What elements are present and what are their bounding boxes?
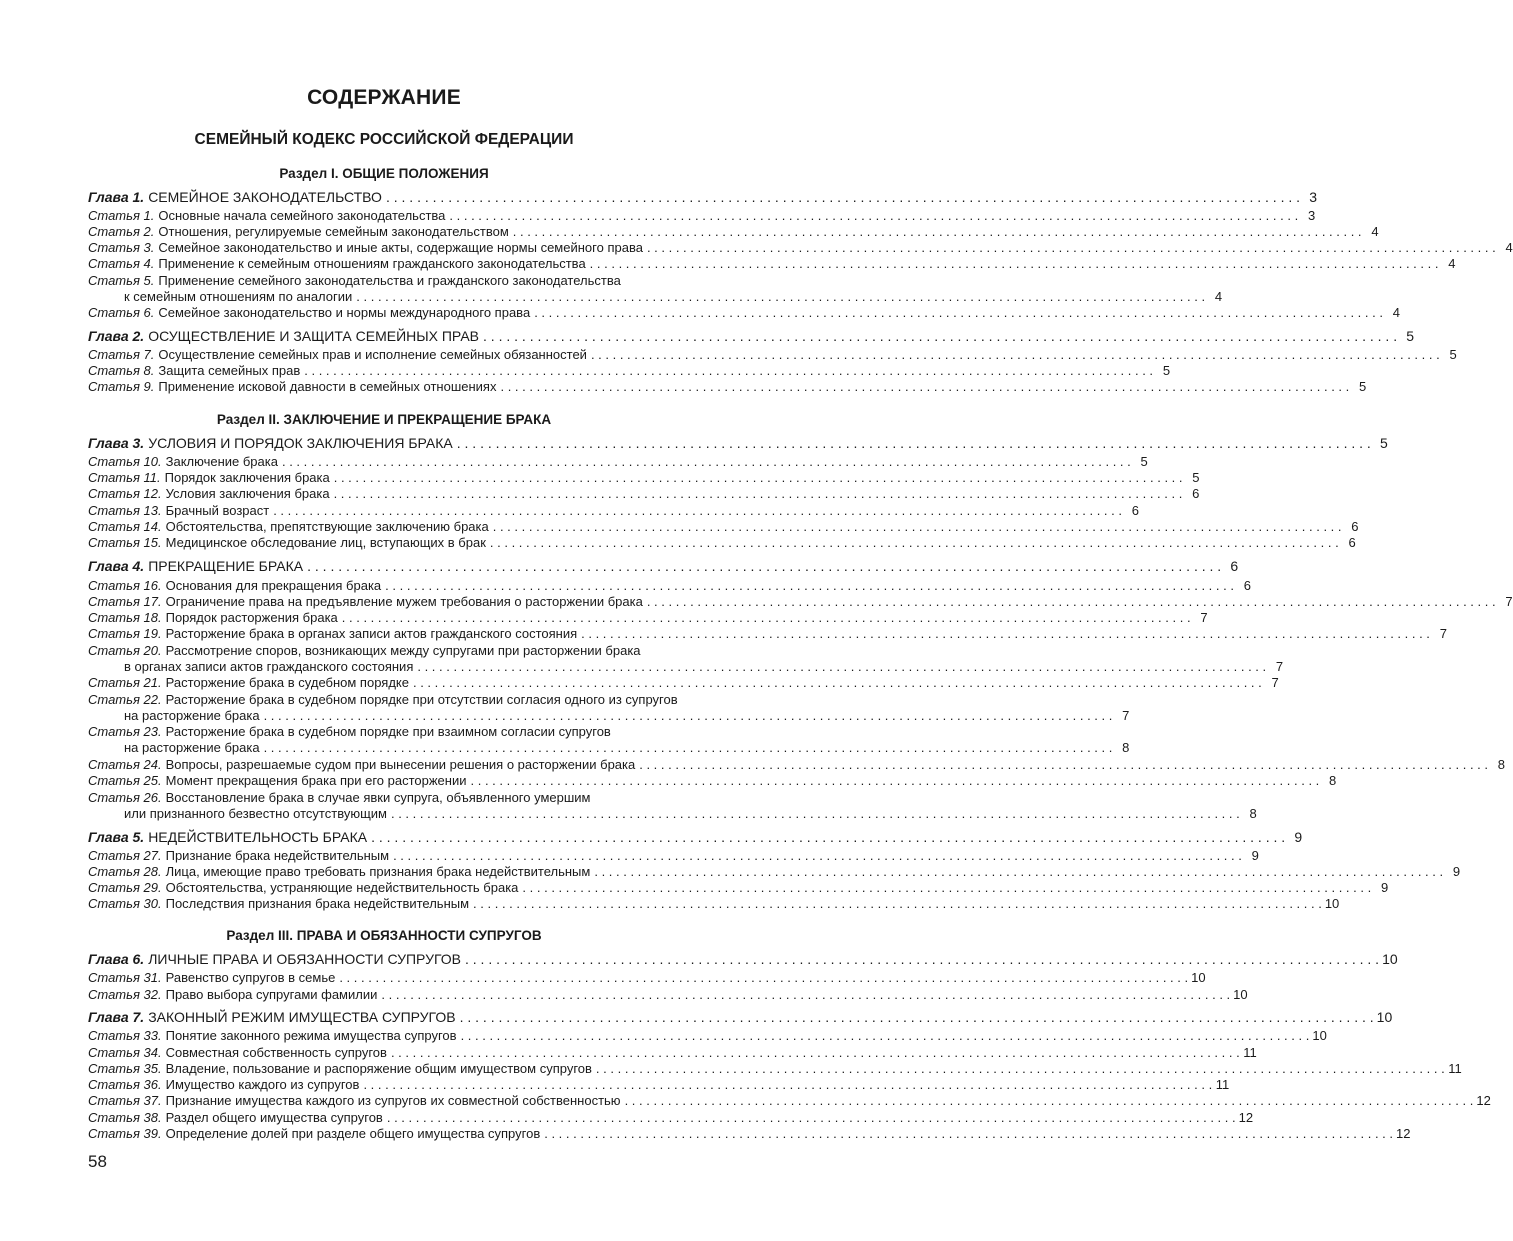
toc-article[interactable] xyxy=(88,363,1171,379)
toc-article[interactable] xyxy=(88,896,1340,912)
leader-dots xyxy=(264,740,1113,756)
entry-title-continuation: в органах записи актов гражданского состояния xyxy=(124,659,414,674)
leader-dots xyxy=(342,610,1191,626)
entry-title: Порядок заключения брака xyxy=(164,470,330,485)
page-ref: 7 xyxy=(1439,626,1447,641)
entry-title: Раздел общего имущества супругов xyxy=(165,1110,383,1125)
article-number: Статья 25. xyxy=(88,773,162,788)
page-ref: 7 xyxy=(1505,594,1513,609)
page-ref: 10 xyxy=(1191,970,1206,985)
toc-article[interactable] xyxy=(88,970,1206,986)
page-ref: 10 xyxy=(1324,896,1340,911)
entry-title: Осуществление семейных прав и исполнение семейных обязанностей xyxy=(158,347,587,362)
entry-title: Защита семейных прав xyxy=(158,363,301,378)
toc-article-first-line[interactable] xyxy=(88,273,709,289)
page-ref: 10 xyxy=(1233,987,1248,1002)
entry-title: Основания для прекращения брака xyxy=(165,578,382,593)
leader-dots xyxy=(363,1077,1212,1093)
toc-article[interactable] xyxy=(88,578,1251,594)
article-number: Статья 27. xyxy=(88,848,162,863)
chapter-number: Глава 2. xyxy=(88,328,145,344)
section-title: Раздел II. ЗАКЛЮЧЕНИЕ И ПРЕКРАЩЕНИЕ БРАКА xyxy=(216,412,552,427)
page-ref: 7 xyxy=(1271,675,1279,690)
page-ref: 4 xyxy=(1505,240,1513,255)
leader-dots xyxy=(461,1028,1310,1044)
leader-dots xyxy=(581,626,1430,642)
leader-dots xyxy=(393,848,1242,864)
article-number: Статья 17. xyxy=(88,594,162,609)
article-number: Статья 32. xyxy=(88,987,162,1002)
leader-dots xyxy=(273,503,1122,519)
page-ref: 4 xyxy=(1392,305,1400,320)
toc-article[interactable] xyxy=(88,626,1447,642)
page-ref: 8 xyxy=(1122,740,1130,755)
entry-title: Рассмотрение споров, возникающих между супругами при расторжении брака xyxy=(165,643,641,658)
leader-dots xyxy=(513,224,1362,240)
toc-article[interactable] xyxy=(88,535,1356,551)
page-ref: 5 xyxy=(1359,379,1367,394)
article-number: Статья 9. xyxy=(88,379,155,394)
article-number: Статья 24. xyxy=(88,757,162,772)
section-title: Раздел I. ОБЩИЕ ПОЛОЖЕНИЯ xyxy=(279,166,489,181)
toc-article[interactable] xyxy=(88,1077,1230,1093)
leader-dots xyxy=(391,806,1240,822)
entry-title: УСЛОВИЯ И ПОРЯДОК ЗАКЛЮЧЕНИЯ БРАКА xyxy=(148,435,453,451)
toc-chapter[interactable] xyxy=(88,950,1398,968)
section-title: Раздел III. ПРАВА И ОБЯЗАННОСТИ СУПРУГОВ xyxy=(226,928,542,943)
leader-dots xyxy=(625,1093,1474,1109)
entry-title: Совместная собственность супругов xyxy=(165,1045,387,1060)
article-number: Статья 1. xyxy=(88,208,155,223)
entry-title: Восстановление брака в случае явки супруга, объявленного умершим xyxy=(165,790,591,805)
article-number: Статья 33. xyxy=(88,1028,162,1043)
page-ref: 9 xyxy=(1380,880,1389,895)
toc-article[interactable] xyxy=(88,594,1513,610)
page-ref: 7 xyxy=(1200,610,1208,625)
leader-dots xyxy=(386,188,1300,206)
leader-dots xyxy=(471,773,1320,789)
toc-article[interactable] xyxy=(88,987,1248,1003)
page-ref: 5 xyxy=(1406,328,1415,344)
chapter-number: Глава 1. xyxy=(88,189,145,205)
article-number: Статья 11. xyxy=(88,470,161,485)
entry-title: Лица, имеющие право требовать признания брака недействительным xyxy=(165,864,591,879)
toc-chapter[interactable] xyxy=(88,828,1303,846)
toc-article[interactable] xyxy=(88,757,1506,773)
page-ref: 11 xyxy=(1215,1077,1230,1092)
entry-title: НЕДЕЙСТВИТЕЛЬНОСТЬ БРАКА xyxy=(148,829,368,845)
entry-title: Расторжение брака в органах записи актов гражданского состояния xyxy=(165,626,578,641)
page-ref: 9 xyxy=(1452,864,1461,879)
entry-title: Медицинское обследование лиц, вступающих в брак xyxy=(165,535,486,550)
entry-title: ПРЕКРАЩЕНИЕ БРАКА xyxy=(148,558,304,574)
article-number: Статья 12. xyxy=(88,486,162,501)
article-number: Статья 21. xyxy=(88,675,162,690)
leader-dots xyxy=(304,363,1153,379)
article-number: Статья 38. xyxy=(88,1110,162,1125)
leader-dots xyxy=(647,240,1496,256)
leader-dots xyxy=(493,519,1342,535)
page-ref: 6 xyxy=(1192,486,1200,501)
page-ref: 4 xyxy=(1214,289,1223,304)
entry-title: Последствия признания брака недействительным xyxy=(165,896,470,911)
toc-chapter[interactable] xyxy=(88,1008,1393,1026)
page-ref: 10 xyxy=(1312,1028,1327,1043)
page-ref: 8 xyxy=(1497,757,1506,772)
toc-article[interactable] xyxy=(88,305,1400,321)
page-ref: 8 xyxy=(1329,773,1337,788)
entry-title: Расторжение брака в судебном порядке xyxy=(165,675,409,690)
toc-article-continuation[interactable] xyxy=(124,289,1223,305)
chapter-number: Глава 5. xyxy=(88,829,145,845)
entry-title-continuation: на расторжение брака xyxy=(124,708,260,723)
article-number: Статья 26. xyxy=(88,790,162,805)
toc-article[interactable] xyxy=(88,675,1279,691)
page-ref: 5 xyxy=(1380,435,1388,451)
toc-article[interactable] xyxy=(88,503,1139,519)
entry-title: ЛИЧНЫЕ ПРАВА И ОБЯЗАННОСТИ СУПРУГОВ xyxy=(148,951,461,967)
page-ref: 5 xyxy=(1140,454,1148,469)
page-ref: 7 xyxy=(1122,708,1130,723)
toc-article[interactable] xyxy=(88,519,1359,535)
page-ref: 8 xyxy=(1249,806,1257,821)
entry-title: Определение долей при разделе общего имущества супругов xyxy=(165,1126,541,1141)
entry-title: Владение, пользование и распоряжение общим имуществом супругов xyxy=(165,1061,592,1076)
leader-dots xyxy=(449,208,1298,224)
article-number: Статья 2. xyxy=(88,224,155,239)
article-number: Статья 31. xyxy=(88,970,162,985)
entry-title: Применение семейного законодательства и гражданского законодательства xyxy=(158,273,621,288)
article-number: Статья 23. xyxy=(88,724,162,739)
page-title: СОДЕРЖАНИЕ xyxy=(307,86,461,109)
entry-title: Имущество каждого из супругов xyxy=(165,1077,360,1092)
toc-article[interactable] xyxy=(88,1126,1411,1142)
entry-title: Равенство супругов в семье xyxy=(165,970,336,985)
toc-chapter[interactable] xyxy=(88,557,1239,575)
page-ref: 7 xyxy=(1275,659,1284,674)
article-number: Статья 22. xyxy=(88,692,162,707)
leader-dots xyxy=(544,1126,1393,1142)
article-number: Статья 16. xyxy=(88,578,162,593)
toc-article-continuation[interactable] xyxy=(124,740,1130,756)
leader-dots xyxy=(371,828,1285,846)
entry-title-continuation: на расторжение брака xyxy=(124,740,260,755)
entry-title: Применение к семейным отношениям гражданского законодательства xyxy=(158,256,586,271)
entry-title: Семейное законодательство и нормы международного права xyxy=(158,305,531,320)
page-ref: 9 xyxy=(1294,829,1303,845)
chapter-number: Глава 3. xyxy=(88,435,145,451)
page-ref: 12 xyxy=(1476,1093,1491,1108)
entry-title: Порядок расторжения брака xyxy=(165,610,338,625)
leader-dots xyxy=(381,987,1230,1003)
toc-article[interactable] xyxy=(88,379,1367,395)
page-ref: 3 xyxy=(1309,189,1318,205)
leader-dots xyxy=(387,1110,1236,1126)
toc-article-continuation[interactable] xyxy=(124,806,1257,822)
toc-article[interactable] xyxy=(88,1110,1254,1126)
toc-article[interactable] xyxy=(88,610,1208,626)
leader-dots xyxy=(591,347,1440,363)
toc-article-first-line[interactable] xyxy=(88,692,709,708)
toc-article[interactable] xyxy=(88,224,1379,240)
leader-dots xyxy=(417,659,1266,675)
toc-article[interactable] xyxy=(88,864,1461,880)
article-number: Статья 30. xyxy=(88,896,162,911)
article-number: Статья 5. xyxy=(88,273,155,288)
page-ref: 6 xyxy=(1131,503,1139,518)
page-ref: 5 xyxy=(1192,470,1200,485)
article-number: Статья 19. xyxy=(88,626,162,641)
page-ref: 6 xyxy=(1243,578,1251,593)
article-number: Статья 20. xyxy=(88,643,162,658)
chapter-number: Глава 7. xyxy=(88,1009,145,1025)
leader-dots xyxy=(596,1061,1445,1077)
entry-title: СЕМЕЙНОЕ ЗАКОНОДАТЕЛЬСТВО xyxy=(148,189,382,205)
entry-title: Признание имущества каждого из супругов их совместной собственностью xyxy=(165,1093,621,1108)
article-number: Статья 37. xyxy=(88,1093,162,1108)
toc-article-first-line[interactable] xyxy=(88,724,709,740)
entry-title: Расторжение брака в судебном порядке при отсутствии согласия одного из супругов xyxy=(165,692,678,707)
leader-dots xyxy=(356,289,1205,305)
toc-article-first-line[interactable] xyxy=(88,790,709,806)
toc-article-continuation[interactable] xyxy=(124,659,1284,675)
toc-article[interactable] xyxy=(88,1061,1462,1077)
entry-title: Право выбора супругами фамилии xyxy=(165,987,378,1002)
leader-dots xyxy=(391,1045,1240,1061)
page-ref: 3 xyxy=(1307,208,1316,223)
leader-dots xyxy=(594,864,1443,880)
article-number: Статья 14. xyxy=(88,519,162,534)
leader-dots xyxy=(522,880,1371,896)
page-ref: 9 xyxy=(1251,848,1259,863)
toc-article[interactable] xyxy=(88,1093,1491,1109)
page-number: 58 xyxy=(88,1152,107,1171)
page-ref: 10 xyxy=(1382,951,1398,967)
toc-article[interactable] xyxy=(88,208,1316,224)
article-number: Статья 28. xyxy=(88,864,162,879)
toc-article-first-line[interactable] xyxy=(88,643,709,659)
page-ref: 12 xyxy=(1238,1110,1254,1125)
toc-article[interactable] xyxy=(88,454,1148,470)
article-number: Статья 7. xyxy=(88,347,155,362)
page-ref: 5 xyxy=(1449,347,1457,362)
entry-title: Вопросы, разрешаемые судом при вынесении решения о расторжении брака xyxy=(165,757,636,772)
leader-dots xyxy=(282,454,1131,470)
toc-article[interactable] xyxy=(88,1028,1327,1044)
page-ref: 6 xyxy=(1351,519,1359,534)
page-ref: 11 xyxy=(1448,1061,1462,1076)
article-number: Статья 35. xyxy=(88,1061,162,1076)
leader-dots xyxy=(473,896,1322,912)
leader-dots xyxy=(307,557,1221,575)
chapter-number: Глава 4. xyxy=(88,558,145,574)
article-number: Статья 29. xyxy=(88,880,162,895)
entry-title: Основные начала семейного законодательства xyxy=(158,208,446,223)
article-number: Статья 15. xyxy=(88,535,162,550)
leader-dots xyxy=(385,578,1234,594)
toc-chapter[interactable] xyxy=(88,188,1318,206)
entry-title: Брачный возраст xyxy=(165,503,270,518)
entry-title-continuation: или признанного безвестно отсутствующим xyxy=(124,806,387,821)
entry-title: Обстоятельства, препятствующие заключению брака xyxy=(165,519,489,534)
code-title: СЕМЕЙНЫЙ КОДЕКС РОССИЙСКОЙ ФЕДЕРАЦИИ xyxy=(194,131,574,148)
leader-dots xyxy=(465,950,1379,968)
article-number: Статья 36. xyxy=(88,1077,162,1092)
entry-title: Признание брака недействительным xyxy=(165,848,390,863)
toc-article[interactable] xyxy=(88,1045,1257,1061)
toc-article[interactable] xyxy=(88,848,1259,864)
entry-title: Ограничение права на предъявление мужем требования о расторжении брака xyxy=(165,594,643,609)
article-number: Статья 10. xyxy=(88,454,162,469)
page-ref: 4 xyxy=(1448,256,1456,271)
leader-dots xyxy=(460,1008,1374,1026)
article-number: Статья 18. xyxy=(88,610,162,625)
page-ref: 5 xyxy=(1162,363,1171,378)
toc-chapter[interactable] xyxy=(88,434,1388,452)
article-number: Статья 13. xyxy=(88,503,162,518)
entry-title: Условия заключения брака xyxy=(165,486,330,501)
leader-dots xyxy=(639,757,1488,773)
article-number: Статья 39. xyxy=(88,1126,162,1141)
entry-title: Обстоятельства, устраняющие недействительность брака xyxy=(165,880,519,895)
leader-dots xyxy=(457,434,1371,452)
page-ref: 4 xyxy=(1371,224,1379,239)
toc-chapter[interactable] xyxy=(88,327,1415,345)
toc-article[interactable] xyxy=(88,486,1200,502)
entry-title: Заключение брака xyxy=(165,454,278,469)
toc-article[interactable] xyxy=(88,470,1200,486)
toc-article[interactable] xyxy=(88,773,1337,789)
article-number: Статья 34. xyxy=(88,1045,162,1060)
leader-dots xyxy=(483,327,1397,345)
leader-dots xyxy=(339,970,1188,986)
leader-dots xyxy=(534,305,1383,321)
entry-title: ЗАКОННЫЙ РЕЖИМ ИМУЩЕСТВА СУПРУГОВ xyxy=(148,1009,456,1025)
leader-dots xyxy=(334,470,1183,486)
article-number: Статья 4. xyxy=(88,256,155,271)
entry-title-continuation: к семейным отношениям по аналогии xyxy=(124,289,353,304)
entry-title: Момент прекращения брака при его расторжении xyxy=(165,773,467,788)
toc-article[interactable] xyxy=(88,256,1456,272)
entry-title: Применение исковой давности в семейных отношениях xyxy=(158,379,497,394)
leader-dots xyxy=(490,535,1339,551)
toc-article-continuation[interactable] xyxy=(124,708,1130,724)
page-ref: 12 xyxy=(1396,1126,1411,1141)
toc-article[interactable] xyxy=(88,880,1389,896)
leader-dots xyxy=(264,708,1113,724)
entry-title: Отношения, регулируемые семейным законодательством xyxy=(158,224,509,239)
entry-title: Семейное законодательство и иные акты, содержащие нормы семейного права xyxy=(158,240,643,255)
page-ref: 10 xyxy=(1376,1009,1393,1025)
page-ref: 6 xyxy=(1230,558,1239,574)
leader-dots xyxy=(500,379,1349,395)
leader-dots xyxy=(647,594,1496,610)
entry-title: Понятие законного режима имущества супругов xyxy=(165,1028,457,1043)
entry-title: ОСУЩЕСТВЛЕНИЕ И ЗАЩИТА СЕМЕЙНЫХ ПРАВ xyxy=(148,328,480,344)
entry-title: Расторжение брака в судебном порядке при взаимном согласии супругов xyxy=(165,724,611,739)
article-number: Статья 6. xyxy=(88,305,155,320)
leader-dots xyxy=(413,675,1262,691)
toc-article[interactable] xyxy=(88,347,1457,363)
article-number: Статья 8. xyxy=(88,363,155,378)
leader-dots xyxy=(334,486,1183,502)
leader-dots xyxy=(590,256,1439,272)
toc-article[interactable] xyxy=(88,240,1513,256)
page-ref: 11 xyxy=(1243,1045,1257,1060)
article-number: Статья 3. xyxy=(88,240,155,255)
page-ref: 6 xyxy=(1348,535,1356,550)
chapter-number: Глава 6. xyxy=(88,951,145,967)
